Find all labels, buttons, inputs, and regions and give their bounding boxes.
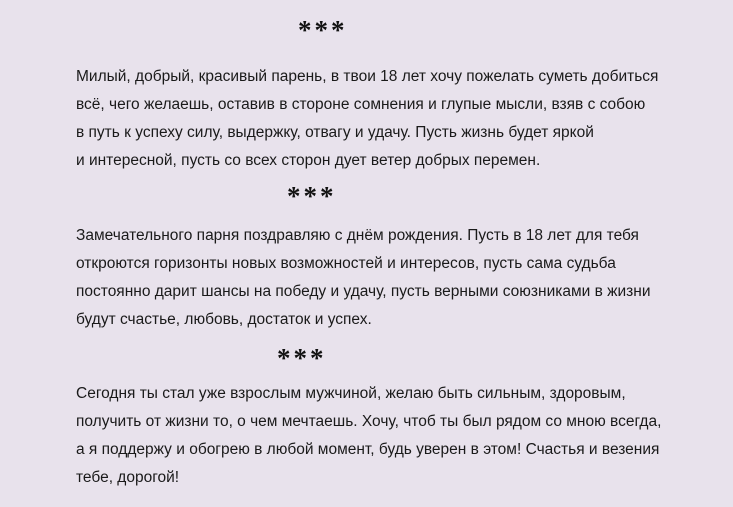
- paragraph-line: в путь к успеху силу, выдержку, отвагу и удачу. Пусть жизнь будет яркой: [76, 124, 594, 141]
- wish-paragraph-1: [76, 63, 716, 175]
- separator-stars: ***: [277, 343, 327, 373]
- paragraph-line: откроются горизонты новых возможностей и интересов, пусть сама судьба: [76, 255, 616, 272]
- paragraph-line: всё, чего желаешь, оставив в стороне сомнения и глупые мысли, взяв с собою: [76, 96, 646, 113]
- paragraph-line: Замечательного парня поздравляю с днём рождения. Пусть в 18 лет для тебя: [76, 227, 639, 244]
- paragraph-line: а я поддержу и обогрею в любой момент, будь уверен в этом! Счастья и везения: [76, 441, 660, 458]
- separator-stars: ***: [298, 15, 348, 45]
- paragraph-line: Милый, добрый, красивый парень, в твои 18 лет хочу пожелать суметь добиться: [76, 68, 659, 85]
- separator-stars: ***: [287, 181, 337, 211]
- paragraph-line: будут счастье, любовь, достаток и успех.: [76, 311, 372, 328]
- paragraph-line: получить от жизни то, о чем мечтаешь. Хочу, чтоб ты был рядом со мною всегда,: [76, 413, 662, 430]
- paragraph-line: и интересной, пусть со всех сторон дует ветер добрых перемен.: [76, 152, 541, 169]
- wish-paragraph-3: [76, 380, 716, 492]
- paragraph-line: Сегодня ты стал уже взрослым мужчиной, желаю быть сильным, здоровым,: [76, 385, 626, 402]
- wish-paragraph-2: [76, 222, 716, 334]
- paragraph-line: тебе, дорогой!: [76, 469, 180, 486]
- paragraph-line: постоянно дарит шансы на победу и удачу, пусть верными союзниками в жизни: [76, 283, 651, 300]
